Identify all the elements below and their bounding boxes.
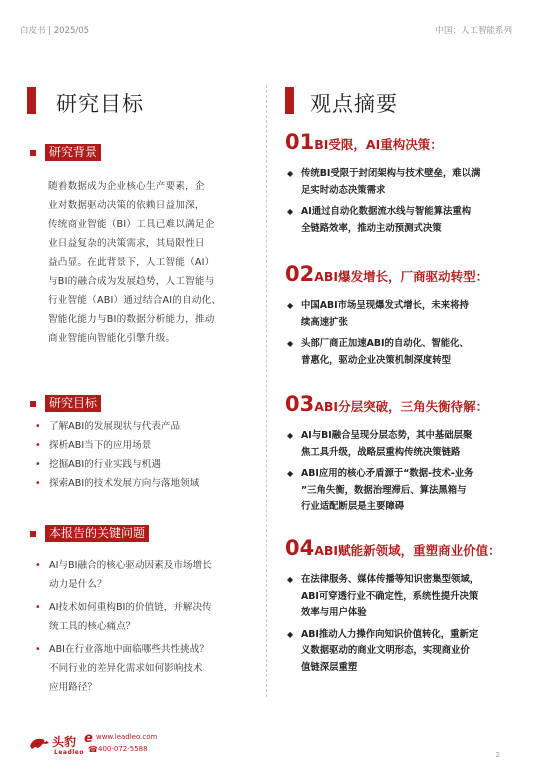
question-line: AI技术如何重构BI的价值链，并解决传 [49,602,212,613]
logo-cn: 头豹 [52,735,77,749]
summary-point-line: ”三角失衡，数据治理滞后、算法黑箱与 [301,484,467,496]
summary-point-line: 普惠化，驱动企业决策机制深度转型 [301,354,452,366]
diamond-bullet-icon: ◆ [287,469,294,478]
diamond-bullet-icon: ◆ [287,301,294,310]
column-divider [266,85,267,697]
goal-text: 探析ABI当下的应用场景 [49,440,152,451]
diamond-bullet-icon: ◆ [287,339,294,348]
logo-e-mark: e [84,731,93,746]
diamond-bullet-icon: ◆ [287,207,294,216]
question-item [35,640,260,697]
right-title-bar [285,87,294,114]
question-item [35,556,260,594]
bullet-dot: • [35,644,41,655]
summary-point [287,166,515,199]
summary-point-line: ABI应用的核心矛盾源于“数据-技术-业务 [301,468,474,479]
summary-number: 03 [285,392,315,416]
summary-point-line: 传统BI受限于封闭架构与技术壁垒，难以满 [301,168,481,179]
summary-point-line: AI与BI融合呈现分层态势，其中基础层聚 [301,430,473,441]
header-left-text: 白皮书 | 2025/05 [20,26,90,36]
diamond-bullet-icon: ◆ [287,431,294,440]
summary-title: ABI爆发增长，厂商驱动转型： [314,269,489,284]
background-line: 随着数据成为企业核心生产要素，企 [48,181,205,192]
summary-points [287,298,515,374]
summary-point-line: 值链深层重塑 [301,661,358,673]
summary-point-line: 全链路效率，推动主动预测式决策 [301,222,442,234]
summary-number: 04 [285,536,315,560]
summary-point-line: ABI可穿透行业不确定性，系统性提升决策 [301,590,479,602]
summary-point-line: ABI推动人力操作向知识价值转化，重新定 [301,628,479,640]
summary-point-line: 足实时动态决策需求 [301,184,386,196]
section-bullet-square [30,150,36,156]
phone-icon: ☎ [88,745,98,754]
goal-item [35,417,260,436]
summary-point [287,428,515,461]
background-line: 业对数据驱动决策的依赖日益加深， [48,200,205,211]
footer-phone: 400-072-5588 [98,745,148,753]
summary-heading [285,130,443,154]
summary-point [287,627,515,677]
question-line: ABI在行业落地中面临哪些共性挑战？ [49,644,209,655]
summary-number: 02 [285,262,315,286]
summary-points [287,428,515,521]
page-number: 2 [495,751,500,759]
logo-en: Leadleo [54,749,84,756]
summary-point-line: 头部厂商正加速ABI的自动化、智能化、 [301,338,469,349]
section-bullet-square [30,531,36,537]
diamond-bullet-icon: ◆ [287,629,294,639]
summary-point [287,466,515,516]
section-bullet-square [30,401,36,407]
question-line: 动力是什么？ [49,579,107,590]
questions-tag: 本报告的关键问题 [45,525,149,542]
question-line: 不同行业的差异化需求如何影响技术 [49,663,203,674]
summary-point [287,336,515,369]
left-section-title: 研究目标 [56,92,144,116]
summary-point [287,204,515,237]
summary-title: ABI分层突破，三角失衡待解： [314,399,489,414]
summary-title: ABI赋能新领域，重塑商业价值： [314,543,501,558]
summary-heading [285,392,488,416]
summary-point-line: 中国ABI市场呈现爆发式增长，未来将持 [301,300,469,311]
bullet-dot: • [35,421,41,432]
bullet-dot: • [35,478,41,489]
summary-point-line: 在法律服务、媒体传播等知识密集型领域， [301,574,480,585]
summary-heading [285,262,488,286]
background-line: 行业智能（ABI）通过结合AI的自动化、 [48,295,222,306]
summary-heading [285,536,501,560]
summary-points [287,572,515,681]
summary-points [287,166,515,242]
summary-point [287,298,515,331]
diamond-bullet-icon: ◆ [287,575,294,584]
question-line: 应用路径？ [49,682,97,693]
bullet-dot: • [35,459,41,470]
background-line: 传统商业智能（BI）工具已难以满足企 [48,219,215,230]
question-line: AI与BI融合的核心驱动因素及市场增长 [49,560,212,571]
background-tag: 研究背景 [45,144,101,161]
question-line: 统工具的核心痛点？ [49,621,136,632]
summary-point-line: AI通过自动化数据流水线与智能算法重构 [301,206,472,217]
goals-list [35,417,260,493]
goal-text: 了解ABI的发展现状与代表产品 [49,421,181,432]
summary-point-line: 行业适配断层是主要障碍 [301,501,405,512]
background-line: 业日益复杂的决策需求，其局限性日 [48,238,205,249]
background-line: 益凸显。在此背景下，人工智能（AI） [48,257,215,268]
background-line: 智能化能力与BI的数据分析能力，推动 [48,314,215,325]
bullet-dot: • [35,602,41,613]
background-line: 商业智能向智能化引擎升级。 [48,333,176,344]
summary-point-line: 续高速扩张 [301,316,348,328]
header-right-text: 中国：人工智能系列 [435,26,512,36]
left-title-bar [27,87,36,114]
summary-point [287,572,515,622]
goal-text: 挖掘ABI的行业实践与机遇 [49,459,161,470]
bullet-dot: • [35,560,41,571]
background-paragraph [48,177,253,348]
diamond-bullet-icon: ◆ [287,169,294,178]
goal-item [35,436,260,455]
summary-number: 01 [285,130,315,154]
summary-point-line: 效率与用户体验 [301,607,367,618]
goal-item [35,455,260,474]
background-line: 与BI的融合成为发展趋势，人工智能与 [48,276,215,287]
summary-title: BI受限，AI重构决策： [314,137,443,152]
goals-tag: 研究目标 [45,395,101,412]
bullet-dot: • [35,440,41,451]
summary-point-line: 焦工具升级，战略层重构传统决策链路 [301,446,461,458]
goal-item [35,474,260,493]
footer-url[interactable]: www.leadleo.com [96,733,158,741]
right-section-title: 观点摘要 [310,92,398,116]
questions-list [35,556,260,701]
summary-point-line: 义数据驱动的商业文明形态，实现商业价 [301,645,470,656]
goal-text: 探索ABI的技术发展方向与落地领域 [49,478,200,489]
question-item [35,598,260,636]
leopard-logo-icon [28,734,50,752]
